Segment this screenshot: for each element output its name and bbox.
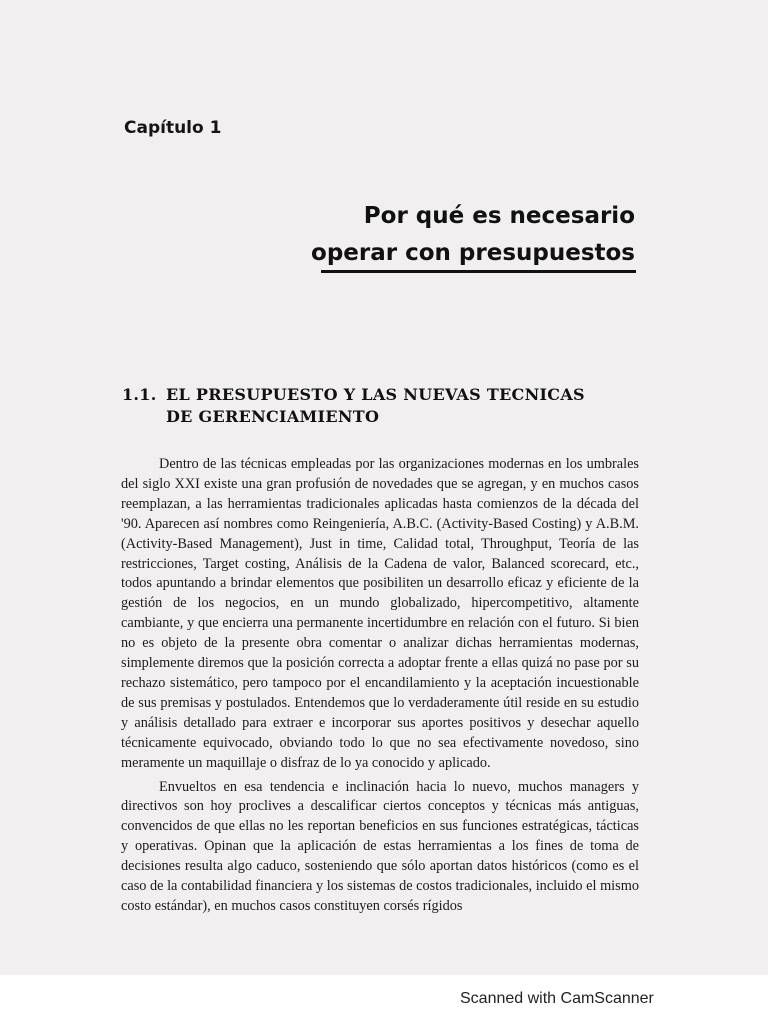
section-heading-line1: EL PRESUPUESTO Y LAS NUEVAS TECNICAS xyxy=(166,385,585,404)
chapter-title xyxy=(235,198,635,272)
paragraph-2: Envueltos en esa tendencia e inclinación hacia lo nuevo, muchos managers y directivos son hoy proclives a descalificar ciertos conceptos y técnicas más antiguas, convencidos de que ellas no les reportan beneficios en sus funciones estratégicas, tácticas y operativas. Opinan que la aplicación de estas herramientas a los fines de toma de decisiones resulta algo caduco, sosteniendo que sólo aportan datos históricos (como es el caso de la contabilidad financiera y los sistemas de costos tradicionales, incluido el mismo costo estándar), en muchos casos constituyen corsés rígidos xyxy=(121,778,639,914)
section-heading-line2: DE GERENCIAMIENTO xyxy=(166,407,380,426)
title-underline xyxy=(321,270,636,273)
camscanner-watermark: Scanned with CamScanner xyxy=(460,990,654,1007)
paragraph-1: Dentro de las técnicas empleadas por las organizaciones modernas en los umbrales del siglo XXI existe una gran profusión de novedades que se agregan, y en muchos casos reemplazan, a las herramientas tradicionales aplicadas hasta comienzos de la década del '90. Aparecen así nombres como Reingeniería, A.B.C. (Activity-Based Costing) y A.B.M. (Activity-Based Management), Just in time, Calidad total, Throughput, Teoría de las restricciones, Target costing, Análisis de la Cadena de valor, Balanced scorecard, etc., todos apuntando a brindar elementos que posibiliten un desarrollo eficaz y eficiente de la gestión de los negocios, en un mundo globalizado, hipercompetitivo, altamente cambiante, y que encierra una permanente incertidumbre en relación con el futuro. Si bien no es objeto de la presente obra comentar o analizar dichas herramientas modernas, simplemente diremos que la posición correcta a adoptar frente a ellas quizá no pase por su rechazo sistemático, pero tampoco por el encandilamiento y la aceptación incuestionable de sus premisas y postulados. Entendemos que lo verdaderamente útil reside en su estudio y análisis detallado para extraer e incorporar sus aportes positivos y desechar aquello técnicamente equivocado, obviando todo lo que no sea efectivamente novedoso, sino meramente un maquillaje o disfraz de lo ya conocido y aplicado. xyxy=(121,456,639,771)
section-number: 1.1. xyxy=(122,385,157,404)
body-text xyxy=(121,455,639,917)
chapter-title-line1: Por qué es necesario xyxy=(363,203,635,229)
chapter-label: Capítulo 1 xyxy=(124,118,222,138)
section-heading xyxy=(122,384,642,428)
chapter-title-line2: operar con presupuestos xyxy=(311,240,635,266)
